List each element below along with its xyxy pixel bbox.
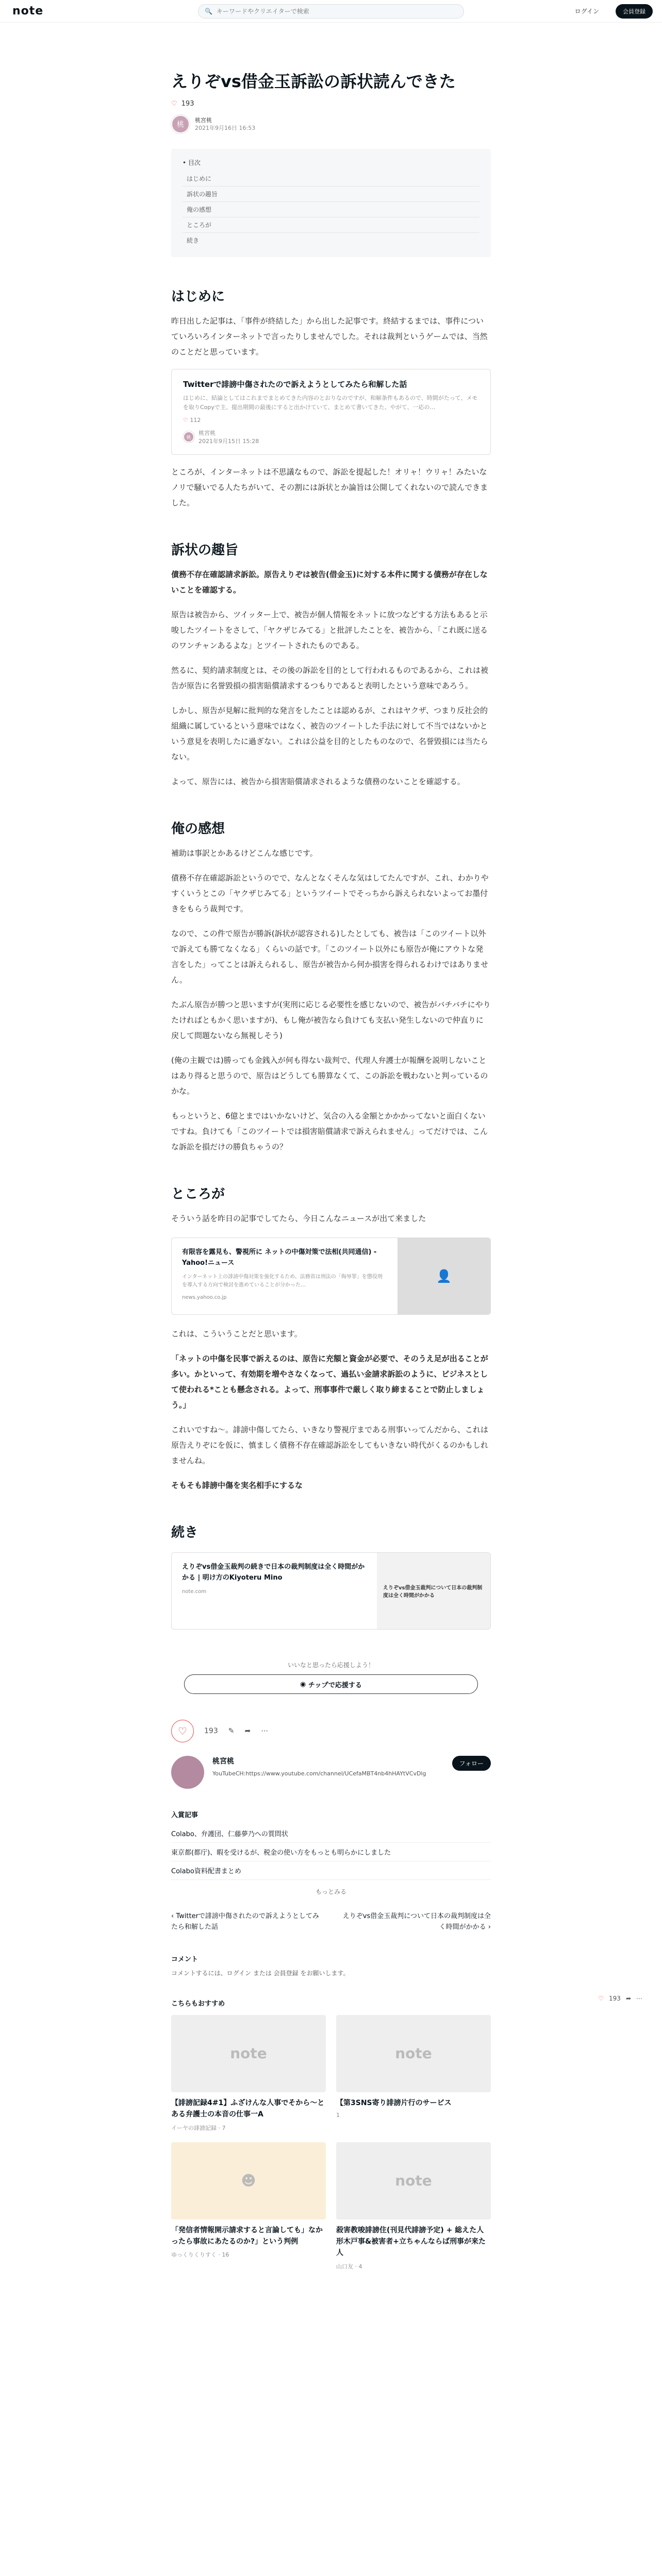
magazine-heading: 入賞記事 [171, 1811, 198, 1820]
floating-actions [598, 1995, 642, 2002]
search-input[interactable] [217, 8, 464, 15]
paragraph: これは、こういうことだと思います。 [171, 1329, 302, 1339]
section-heading: はじめに [171, 289, 225, 304]
avatar[interactable]: 桃 [171, 115, 190, 133]
paragraph: 「ネットの中傷を民事で訴えるのは、原告に充額と資金が必要で、そのうえ足が出ることが多い。かといって、有効期を増やさなくなって、過払い金請求訴訟のように、ビジネスとして使われる*ことも懸念される。よって、刑事事件で厳しく取り締まることで防止しましょう。」 [171, 1354, 488, 1410]
tip-button[interactable]: ◉ チップで応援する [184, 1674, 478, 1694]
paragraph: 債務不存在確認請求訴訟。原告えりぞは被告(借金玉)に対する本件に関する債務が存在しないことを確認する。 [171, 570, 488, 595]
list-item[interactable]: Colabo資料配書まとめ [171, 1861, 491, 1880]
section-heading: 俺の感想 [171, 821, 225, 837]
paragraph: しかし、原告が見解に批判的な発言をしたことは認めるが、これはヤクザ、つまり反社会的組織に属しているという意味ではなく、被告のツイートした手法に対して不当ではないかという意見を表明したに過ぎない。これは公益を目的としたものなので、名誉毀損には当たらない。 [171, 706, 488, 762]
section-heading: ところが [171, 1187, 225, 1202]
follow-button[interactable]: フォロー [452, 1756, 491, 1771]
more-icon[interactable]: ⋯ [636, 1995, 642, 2002]
paragraph: 然るに、契約請求制度とは、その後の訴訟を目的として行われるものであるから、これは被告が原告に名誉毀損の損害賠償請求するつもりであると表明したという意味であろう。 [171, 666, 489, 691]
paragraph: なので、この件で原告が勝訴(訴状が認容される)したとしても、被告は「このツイート以外で訴えても勝てなくなる」くらいの話です。「このツイート以外にも原告が俺にアウトな発言をした」ってことは訴えられるし、原告が被告から何か損害を得られるわけではありません。 [171, 929, 489, 985]
recommend-item[interactable]: note 【第3SNS寄り誹謗片行のサービス 1 [336, 2015, 491, 2132]
paragraph: そういう話を昨日の記事でしてたら、今日こんなニュースが出て来ました [171, 1214, 426, 1224]
thumbnail: note [171, 2015, 326, 2092]
section-heading: 続き [171, 1525, 198, 1541]
card-thumbnail: えりぞvs借金玉裁判について日本の裁判制度は全く時間がかかる [377, 1553, 490, 1629]
author-name[interactable]: 桃宮桃 [195, 116, 212, 124]
list-item[interactable]: 東京都(都庁)、暇を受けるが、税金の使い方をもっとも明らかにしました [171, 1843, 491, 1861]
card-date: 2021年9月15日 15:28 [198, 438, 259, 445]
paragraph: 原告は被告から、ツイッター上で、被告が個人情報をネットに放つなどする方法もあると示唆したツイートをさして、「ヤクザじみてる」と批評したことを、被告から、「これ既に送るのワンチャンあるよな」とツイートされたものである。 [171, 610, 488, 651]
like-count: 193 [609, 1995, 621, 2002]
note-logo[interactable]: note [12, 5, 44, 18]
author-row [171, 115, 491, 133]
login-link[interactable]: ログイン [574, 8, 599, 15]
list-item[interactable]: Colabo、弁護団、仁藤夢乃への質問状 [171, 1824, 491, 1843]
article-title: えりぞvs借金玉訴訟の訴状読んできた [171, 72, 456, 91]
card-title: Twitterで誹謗中傷されたので訴えようとしてみたら和解した話 [183, 380, 407, 389]
avatar: 桃 [183, 431, 194, 443]
more-icon[interactable]: ⋯ [261, 1727, 269, 1736]
support-prompt: いいなと思ったら応援しよう！ [287, 1662, 374, 1669]
heart-icon: ♡ [183, 417, 190, 424]
profile-desc[interactable]: YouTubeCH:https://www.youtube.com/channel/UCefaMBT4nb4hHAYtVCvDlg [212, 1770, 426, 1777]
news-thumbnail: 👤 [398, 1238, 490, 1314]
author-profile [171, 1756, 491, 1789]
comment-icon[interactable]: ✎ [228, 1727, 235, 1736]
toc-item[interactable]: 訴状の趣旨 [183, 187, 479, 202]
comments-login-text[interactable]: コメントするには、ログイン または 会員登録 をお願いします。 [171, 1969, 350, 1977]
paragraph: 債務不存在確認訴訟というのでで、なんとなくそんな気はしてたんですが、これ、わかりやすくいうとこの「ヤクザじみてる」というツイートでそっちから訴えられないよってお墨付きをもらう裁判です。 [171, 873, 489, 914]
paragraph: 昨日出した記事は、「事件が終結した」から出した記事です。終結するまでは、事件についていろいろインターネットで言ったりしませんでした。それは裁判というゲームでは、当然のことだと思っています。 [171, 316, 488, 357]
heart-icon[interactable]: ♡ [598, 1995, 604, 2002]
search-box[interactable] [198, 4, 464, 19]
news-title: 有限容を露見も、警視所に ネットの中傷対策で法相(共同通信) - Yahoo!ニュース [182, 1248, 377, 1267]
thumbnail: note [336, 2142, 491, 2219]
paragraph: たぶん原告が勝つと思いますが(実刑に応じる必要性を感じないので、被告がバチバチにやりたければともかく思いますが)、もし俺が被告なら負けても支払い発生しないので仲直りに戻して問題ないなら無視しそう) [171, 1000, 491, 1041]
card-author: 桃宮桃 [198, 430, 216, 437]
toc-item[interactable]: 続き [187, 237, 200, 244]
like-count: 193 [204, 1727, 218, 1736]
news-site: news.yahoo.co.jp [182, 1294, 227, 1300]
paragraph: もっというと、6億とまではいかないけど、気合の入る金額とかかかってないと面白くないですね。負けても「このツイートでは損害賠償請求で訴えられません」ってだけでは、こんな訴訟を損だけの勝負ちゃうの？ [171, 1111, 488, 1152]
paragraph: よって、原告には、被告から損害賠償請求されるような債務のないことを確認する。 [171, 777, 465, 787]
paragraph: (俺の主観では)勝っても金銭入が何も得ない裁判で、代理人弁護士が報酬を説明しないことはあり得ると思うので、原告はどうしても勝算なくて、この訴訟を戦わないと判っているのかな。 [171, 1056, 488, 1096]
news-body: インターネット上の誹謗中傷対策を強化するため、法務省は刑法の「侮辱罪」を懲役刑を導入する方向で検討を進めていることが分かった… [182, 1274, 383, 1288]
embedded-article-card[interactable] [171, 369, 491, 455]
share-icon[interactable]: ➦ [244, 1727, 251, 1736]
toc-heading[interactable]: • 目次 [183, 159, 201, 166]
section-heading: 訴状の趣旨 [171, 543, 239, 558]
prev-article[interactable]: ‹ Twitterで誹謗中傷されたので訴えようとしてみたら和解した話 [171, 1912, 319, 1931]
action-bar [171, 1720, 491, 1742]
comments-heading: コメント [171, 1955, 198, 1963]
continuation-card[interactable] [171, 1552, 491, 1630]
table-of-contents [171, 149, 491, 257]
share-icon[interactable]: ➦ [625, 1995, 631, 2002]
like-count: 193 [181, 100, 194, 108]
more-link[interactable]: もっとみる [315, 1888, 346, 1896]
like-button[interactable]: ♡ [171, 1720, 194, 1742]
recommend-item[interactable]: note 殺害教唆誹謗住(刊見代誹謗予定) + 総えた人形木戸事&被害者+立ちゃんならば刑事が来た人 山口友 · 4 [336, 2142, 491, 2270]
profile-name[interactable]: 桃宮桃 [212, 1757, 234, 1766]
article-nav [171, 1911, 491, 1933]
recommend-heading: こちらもおすすめ [171, 1999, 225, 2008]
toc-item[interactable]: ところが [183, 217, 479, 233]
paragraph: そもそも誹謗中傷を実名相手にするな [171, 1481, 303, 1490]
recommend-item[interactable]: note 【誹謗記録4#1】ふざけんな人事でそから〜とある弁護士の本音の仕事一A イーヤの誹謗記録 · 7 [171, 2015, 326, 2132]
top-header [0, 0, 662, 23]
thumbnail: note [336, 2015, 491, 2092]
bullet-icon: • [183, 159, 188, 166]
card-body: はじめに、結論としてはこれまでまとめてきた内容のとおりなのですが、和解条件もあるので、時間がたって、メモを取りCopyで主、提出期間の最後にすると出かけていて、まとめて書いてきた、やがて、一応の… [183, 395, 478, 411]
card-title: えりぞvs借金玉裁判の続きで日本の裁判制度は全く時間がかかる | 明け方のKiyoteru Mino [182, 1563, 365, 1582]
article [171, 69, 491, 2270]
chevron-right-icon: › [486, 1923, 491, 1931]
next-article[interactable]: えりぞvs借金玉裁判について日本の裁判制度は全く時間がかかる › [342, 1912, 491, 1931]
register-button[interactable]: 会員登録 [616, 4, 653, 19]
card-likes: 112 [190, 417, 201, 424]
post-date: 2021年9月16日 16:53 [195, 125, 256, 131]
toc-item[interactable]: はじめに [183, 171, 479, 187]
avatar[interactable] [171, 1756, 204, 1789]
article-likes[interactable] [171, 100, 491, 108]
toc-item[interactable]: 俺の感想 [183, 202, 479, 217]
heart-icon: ♡ [171, 100, 177, 108]
recommend-grid [171, 2015, 491, 2270]
news-link-card[interactable] [171, 1238, 491, 1315]
thumbnail: ☻ [171, 2142, 326, 2219]
paragraph: 補助は事訳とかあるけどこんな感じです。 [171, 849, 318, 858]
recommend-item[interactable]: ☻ 「発信者情報開示請求すると言論しても」なかったら事故にあたるのか?」という判例 ゆっくりくりすく · 16 [171, 2142, 326, 2270]
paragraph: これいですね〜。誹謗中傷してたら、いきなり警視庁まである刑事いってんだから、これは原告えりぞにを仮に、慎ましく債務不存在確認訴訟をしてもいきない時代がくるのかもしれませんね。 [171, 1425, 489, 1466]
tip-icon: ◉ [300, 1680, 308, 1688]
search-icon: 🔍 [205, 8, 212, 15]
chevron-left-icon: ‹ [171, 1912, 176, 1921]
card-site: note.com [182, 1588, 207, 1595]
paragraph: ところが、インターネットは不思議なもので、訴訟を提起した！オリャ！ウリャ！みたいなノリで騒いでる人たちがいて、その割には訴状とか論旨は公開してくれないので読んできました。 [171, 467, 488, 508]
